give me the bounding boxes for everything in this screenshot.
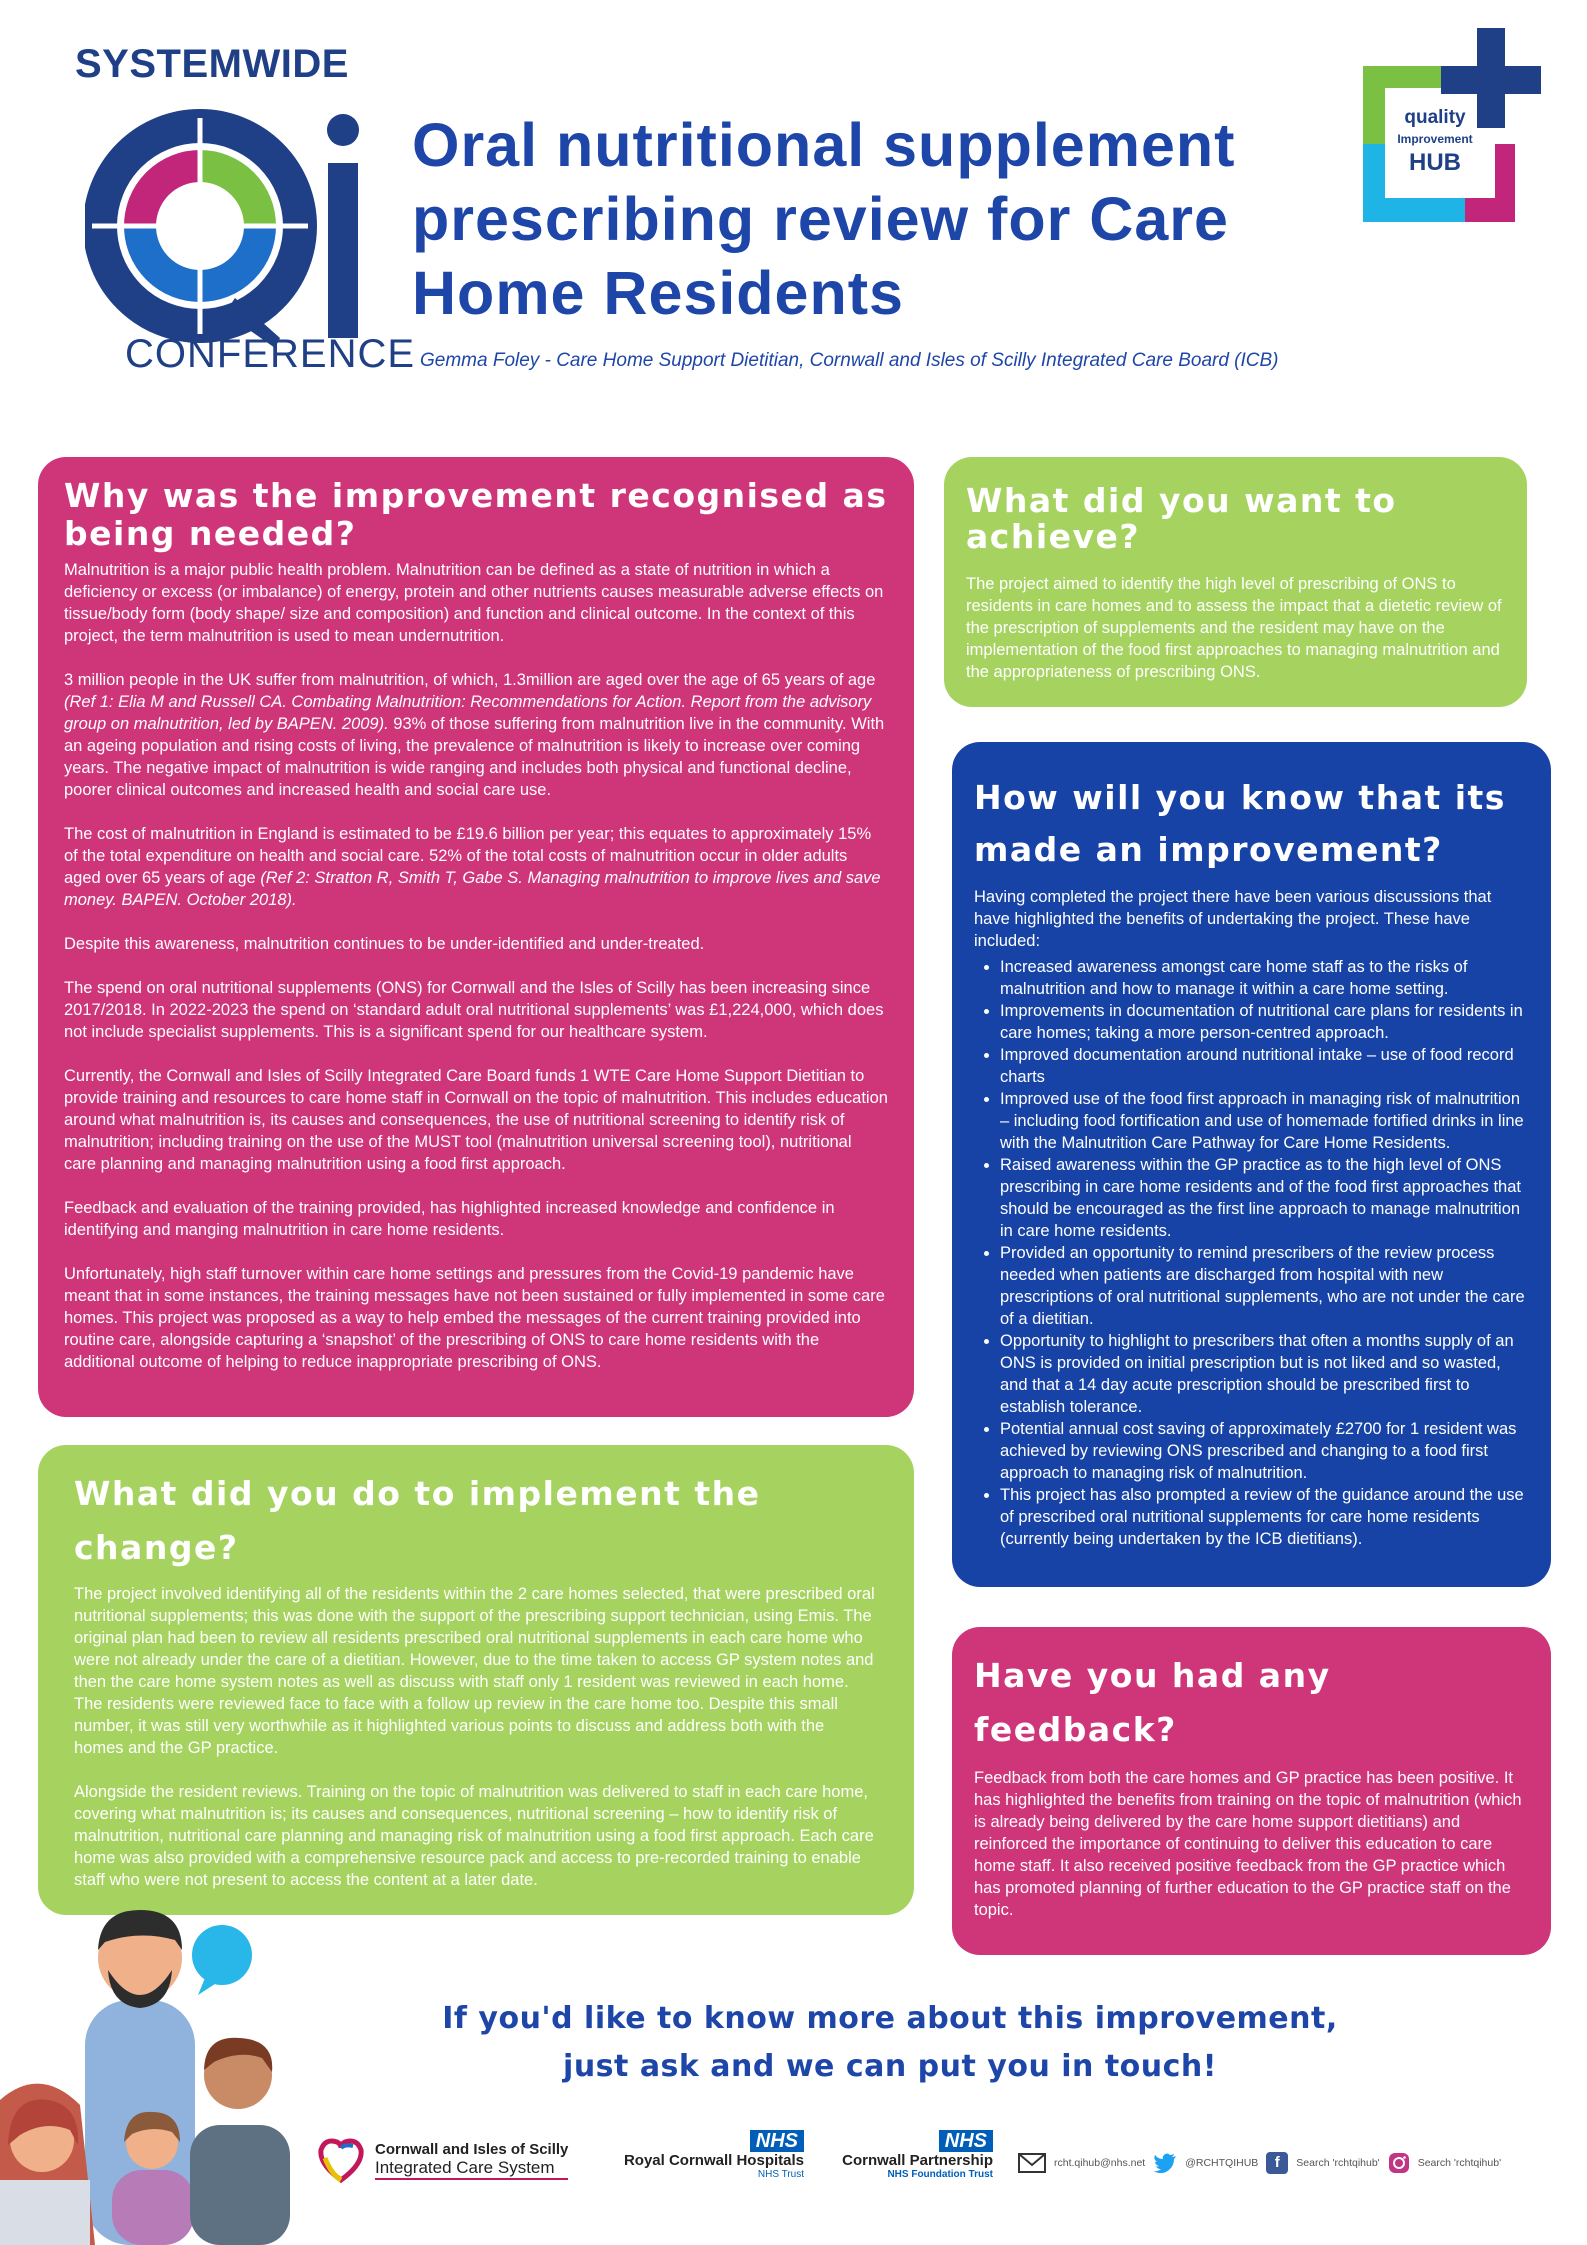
why-paragraph-7: Feedback and evaluation of the training provided, has highlighted increased knowledge and confidence in identifying and manging malnutrition in care home residents. [64, 1199, 835, 1239]
email-address[interactable]: rcht.qihub@nhs.net [1054, 2157, 1146, 2169]
cios-line-1: Cornwall and Isles of Scilly [375, 2140, 569, 2158]
list-item: • Potential annual cost saving of approximately £2700 for 1 resident was achieved by reviewing ONS prescribed and changing to a food first approach to managing risk of malnutrition. [1000, 1418, 1529, 1484]
implement-change-panel [38, 1445, 914, 1915]
feedback-panel [952, 1627, 1551, 1955]
rch-name: Royal Cornwall Hospitals [623, 2152, 804, 2169]
cta-line-1: If you'd like to know more about this improvement, [442, 2001, 1338, 2036]
why-paragraph-3: The cost of malnutrition in England is estimated to be £19.6 billion per year; this equates to approximately 15% of the total expenditure on health and social care. 52% of the total costs of malnutrition occur in older adults aged over 65 years of age (Ref 2: Stratton R, Smith T, Gabe S. Managing malnutrition to improve lives and save money. BAPEN. October 2018). [64, 825, 881, 909]
list-item: • Improved documentation around nutritional intake – use of food record charts [1000, 1044, 1529, 1088]
cornwall-partnership-logo [833, 2130, 993, 2180]
why-needed-panel [38, 457, 914, 1417]
know-heading: How will you know that its made an improvement? [974, 778, 1506, 869]
why-paragraph-6: Currently, the Cornwall and Isles of Scilly Integrated Care Board funds 1 WTE Care Home Support Dietitian to provide training and resources to care home staff in Cornwall on the topic of malnutrition. This includes education around what malnutrition is, its causes and consequences, the use of nutritional screening to identify risk of malnutrition; including training on the use of the MUST tool (malnutrition universal screening tool), nutritional care planning and managing malnutrition using a food first approach. [64, 1067, 888, 1173]
rch-sub: NHS Trust [757, 2169, 804, 2180]
want-heading: What did you want to achieve? [966, 481, 1397, 556]
list-item: • This project has also prompted a review of the guidance around the use of prescribed oral nutritional supplements for care home residents (currently being undertaken by the ICB dietitians). [1000, 1484, 1529, 1550]
instagram-icon [1388, 2152, 1410, 2174]
author-line: Gemma Foley - Care Home Support Dietitian, Cornwall and Isles of Scilly Integrated Care Board (ICB) [420, 350, 1279, 371]
cios-ics-logo [315, 2130, 585, 2190]
email-icon [1018, 2152, 1046, 2174]
why-paragraph-1: Malnutrition is a major public health problem. Malnutrition can be defined as a state of nutrition in which a deficiency or excess (or imbalance) of energy, protein and other nutrients causes measurable adverse effects on tissue/body form (body shape/ size and composition) and function and clinical outcome. In the context of this project, the term malnutrition is used to mean undernutrition. [64, 561, 884, 645]
facebook-icon: f [1266, 2152, 1288, 2174]
list-item: • Opportunity to highlight to prescribers that often a months supply of an ONS is provided on initial prescription but is not liked and so wasted, and that a 14 day acute prescription should be prescribed first to establish tolerance. [1000, 1330, 1529, 1418]
want-to-achieve-panel [944, 457, 1527, 707]
why-paragraph-8: Unfortunately, high staff turnover within care home settings and pressures from the Covid-19 pandemic have meant that in some instances, the training messages have not been sustained or fully implemented in some care homes. This project was proposed as a way to help embed the messages of the current training provided into routine care, alongside capturing a ‘snapshot’ of the prescribing of ONS to care home residents with the additional outcome of helping to reduce inappropriate prescribing of ONS. [64, 1265, 885, 1371]
heart-icon [315, 2134, 367, 2186]
nhs-logo-box: NHS [939, 2130, 993, 2152]
nhs-logo-box: NHS [750, 2130, 804, 2152]
quality-improvement-hub-logo [1355, 28, 1555, 238]
impl-heading: What did you do to implement the change? [74, 1474, 761, 1567]
feedback-text: Feedback from both the care homes and GP practice has been positive. It has highlighted the benefits from training on the topic of malnutrition (which is already being delivered by the care home support dietitians) and reinforced the importance of continuing to deliver this education to care home staff. It also received positive feedback from the GP practice which has promoted planning of further education to the GP practice staff on the topic. [974, 1769, 1522, 1919]
people-illustration [0, 1880, 300, 2245]
cios-line-2: Integrated Care System [375, 2158, 568, 2180]
why-paragraph-5: The spend on oral nutritional supplements (ONS) for Cornwall and the Isles of Scilly has been increasing since 2017/2018. In 2022-2023 the spend on ‘standard adult oral nutritional supplements’ was £1,224,000, which does not include specialist supplements. This is a significant spend for our healthcare system. [64, 979, 884, 1041]
poster-title: Oral nutritional supplement prescribing review for Care Home Residents [412, 111, 1236, 327]
list-item: • Improved use of the food first approach in managing risk of malnutrition – including food fortification and use of homemade fortified drinks in line with the Malnutrition Care Pathway for Care Home Residents. [1000, 1088, 1529, 1154]
cta-line-2: just ask and we can put you in touch! [563, 2049, 1217, 2084]
hub-logo-line3: HUB [1409, 149, 1461, 176]
hub-logo-line1: quality [1404, 107, 1466, 128]
cp-name: Cornwall Partnership [842, 2152, 993, 2169]
reference-1: (Ref 1: Elia M and Russell CA. Combating Malnutrition: Recommendations for Action. Report from the advisory group on malnutrition, led by BAPEN. 2009). [64, 693, 872, 733]
list-item: • Raised awareness within the GP practice as to the high level of ONS prescribing in care home residents and of the food first approaches that should be encouraged as the first line approach to manage malnutrition in care home residents. [1000, 1154, 1529, 1242]
twitter-handle[interactable]: @RCHTQIHUB [1185, 2157, 1259, 2169]
cp-sub: NHS Foundation Trust [887, 2169, 993, 2180]
instagram-search[interactable]: Search 'rchtqihub' [1417, 2157, 1502, 2169]
contact-details [1018, 2152, 1501, 2174]
impl-paragraph-1: The project involved identifying all of the residents within the 2 care homes selected, that were prescribed oral nutritional supplements; this was done with the support of the prescribing support technician, using Emis. The original plan had been to review all residents prescribed oral nutritional supplements in each care home who were not already under the care of a dietitian. However, due to the time taken to access GP system notes and then the care home system notes as well as discuss with staff only 1 resident was reviewed in each home. The residents were reviewed face to face with a follow up review in the care home too. Despite this small number, it was still very worthwhile as it highlighted various points to discuss and address both with the homes and the GP practice. [74, 1585, 875, 1757]
rch-nhs-logo [608, 2130, 804, 2180]
want-text: The project aimed to identify the high level of prescribing of ONS to residents in care homes and to assess the impact that a dietetic review of the prescription of supplements and the resident may have on the implementation of the food first approaches to managing malnutrition and the appropriateness of prescribing ONS. [966, 575, 1502, 681]
reference-2: (Ref 2: Stratton R, Smith T, Gabe S. Managing malnutrition to improve lives and save money. BAPEN. October 2018). [64, 869, 881, 909]
know-intro: Having completed the project there have been various discussions that have highlighted the benefits of undertaking the project. These have included: [974, 888, 1492, 950]
impl-paragraph-2: Alongside the resident reviews. Training on the topic of malnutrition was delivered to staff in each care home, covering what malnutrition is; its causes and consequences, nutritional screening – how to identify risk of malnutrition, nutritional care planning and managing risk of malnutrition using a food first approach. Each care home was also provided with a comprehensive resource pack and access to pre-recorded training to enable staff who were not present to access the content at a later date. [74, 1783, 874, 1889]
benefits-list [974, 956, 1529, 1550]
why-paragraph-2: 3 million people in the UK suffer from malnutrition, of which, 1.3million are aged over the age of 65 years of age (Ref 1: Elia M and Russell CA. Combating Malnutrition: Recommendations for Action. Report from the advisory group on malnutrition, led by BAPEN. 2009). 93% of those suffering from malnutrition live in the community. With an ageing population and rising costs of living, the prevalence of malnutrition is likely to increase over coming years. The negative impact of malnutrition is wide ranging and includes both physical and functional decline, poorer clinical outcomes and increased health and social care use. [64, 671, 885, 799]
list-item: • Increased awareness amongst care home staff as to the risks of malnutrition and how to manage it within a care home setting. [1000, 956, 1529, 1000]
feedback-heading: Have you had any feedback? [974, 1656, 1331, 1749]
call-to-action [380, 1995, 1400, 2091]
systemwide-label: SYSTEMWIDE [75, 42, 349, 86]
improvement-evidence-panel [952, 742, 1551, 1587]
why-needed-heading: Why was the improvement recognised as being needed? [64, 476, 888, 553]
conference-label: CONFERENCE [125, 332, 416, 376]
hub-logo-line2: Improvement [1397, 132, 1473, 146]
why-paragraph-4: Despite this awareness, malnutrition continues to be under-identified and under-treated. [64, 935, 705, 953]
facebook-search[interactable]: Search 'rchtqihub' [1296, 2157, 1380, 2169]
list-item: • Improvements in documentation of nutritional care plans for residents in care homes; taking a more person-centred approach. [1000, 1000, 1529, 1044]
list-item: • Provided an opportunity to remind prescribers of the review process needed when patients are discharged from hospital with new prescriptions of oral nutritional supplements, who are not under the care of a dietitian. [1000, 1242, 1529, 1330]
twitter-icon [1153, 2153, 1177, 2173]
